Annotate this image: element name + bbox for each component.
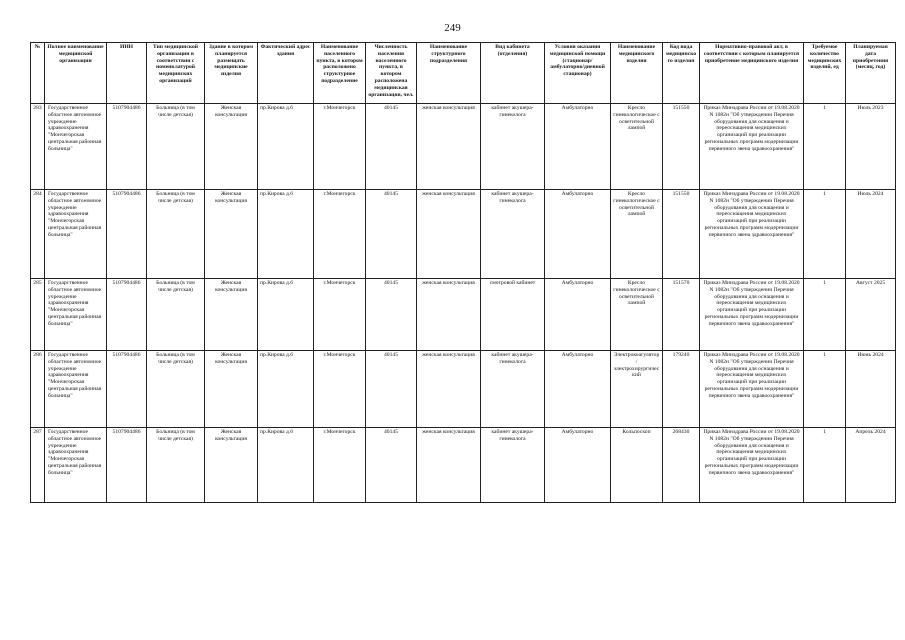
care-conditions: Амбулаторно xyxy=(545,279,611,351)
population: 40145 xyxy=(366,428,417,503)
column-header: Полное наименование медицинской организации xyxy=(45,43,107,104)
inn: 5107904486 xyxy=(107,190,147,279)
inn: 5107904486 xyxy=(107,104,147,190)
organization-name: Государственное областное автономное учреждение здравоохранения "Мончегорская центральная районная больница" xyxy=(45,104,107,190)
quantity: 1 xyxy=(804,351,846,428)
page-number: 249 xyxy=(444,22,461,34)
column-header: Наименование медицинского изделия xyxy=(611,43,663,104)
device-name: Электрокоагулятор/электрохирургический xyxy=(611,351,663,428)
building: Женская консультация xyxy=(205,279,258,351)
column-header: Здание в котором планируется размещать медицинские изделия xyxy=(205,43,258,104)
regulatory-act: Приказ Минздрава России от 19.08.2020 N 1082н "Об утверждении Перечня оборудования для оснащения и переоснащения медицинских организаций при реализации региональных программ модернизации первичного звена здравоохранения" xyxy=(700,190,804,279)
locality: г.Мончегорск xyxy=(314,190,366,279)
cabinet-type: кабинет акушера-гинеколога xyxy=(481,190,545,279)
column-header: Условия оказания медицинской помощи (стационар/амбулаторно/дневной стационар) xyxy=(545,43,611,104)
structural-unit: женская консультация xyxy=(417,428,481,503)
structural-unit: женская консультация xyxy=(417,104,481,190)
device-code: 151550 xyxy=(663,190,700,279)
column-header: Нормативно-правовой акт, в соответствии с которым планируется приобретение медицинского изделия xyxy=(700,43,804,104)
column-header: Численность населения населенного пункта, в котором расположена медицинская организация, чел. xyxy=(366,43,417,104)
device-code: 151550 xyxy=(663,104,700,190)
locality: г.Мончегорск xyxy=(314,428,366,503)
column-header: Фактический адрес здания xyxy=(258,43,314,104)
table-row xyxy=(31,279,896,351)
locality: г.Мончегорск xyxy=(314,279,366,351)
address: пр.Кирова д.6 xyxy=(258,104,314,190)
structural-unit: женская консультация xyxy=(417,279,481,351)
organization-name: Государственное областное автономное учреждение здравоохранения "Мончегорская центральная районная больница" xyxy=(45,279,107,351)
building: Женская консультация xyxy=(205,104,258,190)
column-header: Наименование населенного пункта, в котором расположено структурное подразделение xyxy=(314,43,366,104)
equipment-table xyxy=(30,42,896,503)
planned-date: Июнь 2024 xyxy=(846,351,896,428)
care-conditions: Амбулаторно xyxy=(545,104,611,190)
address: пр.Кирова д.6 xyxy=(258,279,314,351)
column-header: Требуемое количество медицинских изделий, ед xyxy=(804,43,846,104)
cabinet-type: кабинет акушера-гинеколога xyxy=(481,428,545,503)
column-header: Наименование структурного подразделения xyxy=(417,43,481,104)
table-row xyxy=(31,428,896,503)
building: Женская консультация xyxy=(205,190,258,279)
device-code: 179240 xyxy=(663,351,700,428)
population: 40145 xyxy=(366,190,417,279)
locality: г.Мончегорск xyxy=(314,351,366,428)
table-header-row xyxy=(31,43,896,104)
quantity: 1 xyxy=(804,190,846,279)
organization-name: Государственное областное автономное учреждение здравоохранения "Мончегорская центральная районная больница" xyxy=(45,190,107,279)
organization-type: Больница (в том числе детская) xyxy=(147,279,205,351)
table-row xyxy=(31,104,896,190)
planned-date: Июль 2024 xyxy=(846,190,896,279)
cabinet-type: кабинет акушера-гинеколога xyxy=(481,104,545,190)
regulatory-act: Приказ Минздрава России от 19.08.2020 N 1082н "Об утверждении Перечня оборудования для оснащения и переоснащения медицинских организаций при реализации региональных программ модернизации первичного звена здравоохранения" xyxy=(700,104,804,190)
cabinet-type: кабинет акушера-гинеколога xyxy=(481,351,545,428)
cabinet-type: смотровой кабинет xyxy=(481,279,545,351)
planned-date: Июль 2023 xyxy=(846,104,896,190)
population: 40145 xyxy=(366,351,417,428)
device-name: Кольпоскоп xyxy=(611,428,663,503)
inn: 5107904486 xyxy=(107,351,147,428)
row-number: 287 xyxy=(31,428,45,503)
device-code: 151570 xyxy=(663,279,700,351)
regulatory-act: Приказ Минздрава России от 19.08.2020 N 1082н "Об утверждении Перечня оборудования для оснащения и переоснащения медицинских организаций при реализации региональных программ модернизации первичного звена здравоохранения" xyxy=(700,351,804,428)
care-conditions: Амбулаторно xyxy=(545,190,611,279)
device-name: Кресло гинекологическое с осветительной лампой xyxy=(611,104,663,190)
quantity: 1 xyxy=(804,279,846,351)
regulatory-act: Приказ Минздрава России от 19.08.2020 N 1082н "Об утверждении Перечня оборудования для оснащения и переоснащения медицинских организаций при реализации региональных программ модернизации первичного звена здравоохранения" xyxy=(700,279,804,351)
address: пр.Кирова д.6 xyxy=(258,428,314,503)
organization-type: Больница (в том числе детская) xyxy=(147,190,205,279)
table-row xyxy=(31,190,896,279)
column-header: Тип медицинской организации в соответствии с номенклатурой медицинских организаций xyxy=(147,43,205,104)
population: 40145 xyxy=(366,279,417,351)
row-number: 286 xyxy=(31,351,45,428)
organization-name: Государственное областное автономное учреждение здравоохранения "Мончегорская центральная районная больница" xyxy=(45,351,107,428)
inn: 5107904486 xyxy=(107,428,147,503)
row-number: 285 xyxy=(31,279,45,351)
device-code: 268430 xyxy=(663,428,700,503)
organization-type: Больница (в том числе детская) xyxy=(147,104,205,190)
quantity: 1 xyxy=(804,428,846,503)
quantity: 1 xyxy=(804,104,846,190)
planned-date: Август 2025 xyxy=(846,279,896,351)
inn: 5107904486 xyxy=(107,279,147,351)
organization-name: Государственное областное автономное учреждение здравоохранения "Мончегорская центральная районная больница" xyxy=(45,428,107,503)
care-conditions: Амбулаторно xyxy=(545,428,611,503)
table-row xyxy=(31,351,896,428)
address: пр.Кирова д.6 xyxy=(258,351,314,428)
column-header: № xyxy=(31,43,45,104)
locality: г.Мончегорск xyxy=(314,104,366,190)
device-name: Кресло гинекологическое с осветительной лампой xyxy=(611,190,663,279)
column-header: ИНН xyxy=(107,43,147,104)
building: Женская консультация xyxy=(205,351,258,428)
organization-type: Больница (в том числе детская) xyxy=(147,351,205,428)
population: 40145 xyxy=(366,104,417,190)
device-name: Кресло гинекологическое с осветительной лампой xyxy=(611,279,663,351)
care-conditions: Амбулаторно xyxy=(545,351,611,428)
planned-date: Апрель 2024 xyxy=(846,428,896,503)
column-header: Код вида медицинского изделия xyxy=(663,43,700,104)
row-number: 284 xyxy=(31,190,45,279)
structural-unit: женская консультация xyxy=(417,351,481,428)
row-number: 283 xyxy=(31,104,45,190)
column-header: Вид кабинета (отделения) xyxy=(481,43,545,104)
organization-type: Больница (в том числе детская) xyxy=(147,428,205,503)
regulatory-act: Приказ Минздрава России от 19.08.2020 N 1082н "Об утверждении Перечня оборудования для оснащения и переоснащения медицинских организаций при реализации региональных программ модернизации первичного звена здравоохранения" xyxy=(700,428,804,503)
column-header: Планируемая дата приобретения (месяц, год) xyxy=(846,43,896,104)
address: пр.Кирова д.6 xyxy=(258,190,314,279)
building: Женская консультация xyxy=(205,428,258,503)
structural-unit: женская консультация xyxy=(417,190,481,279)
